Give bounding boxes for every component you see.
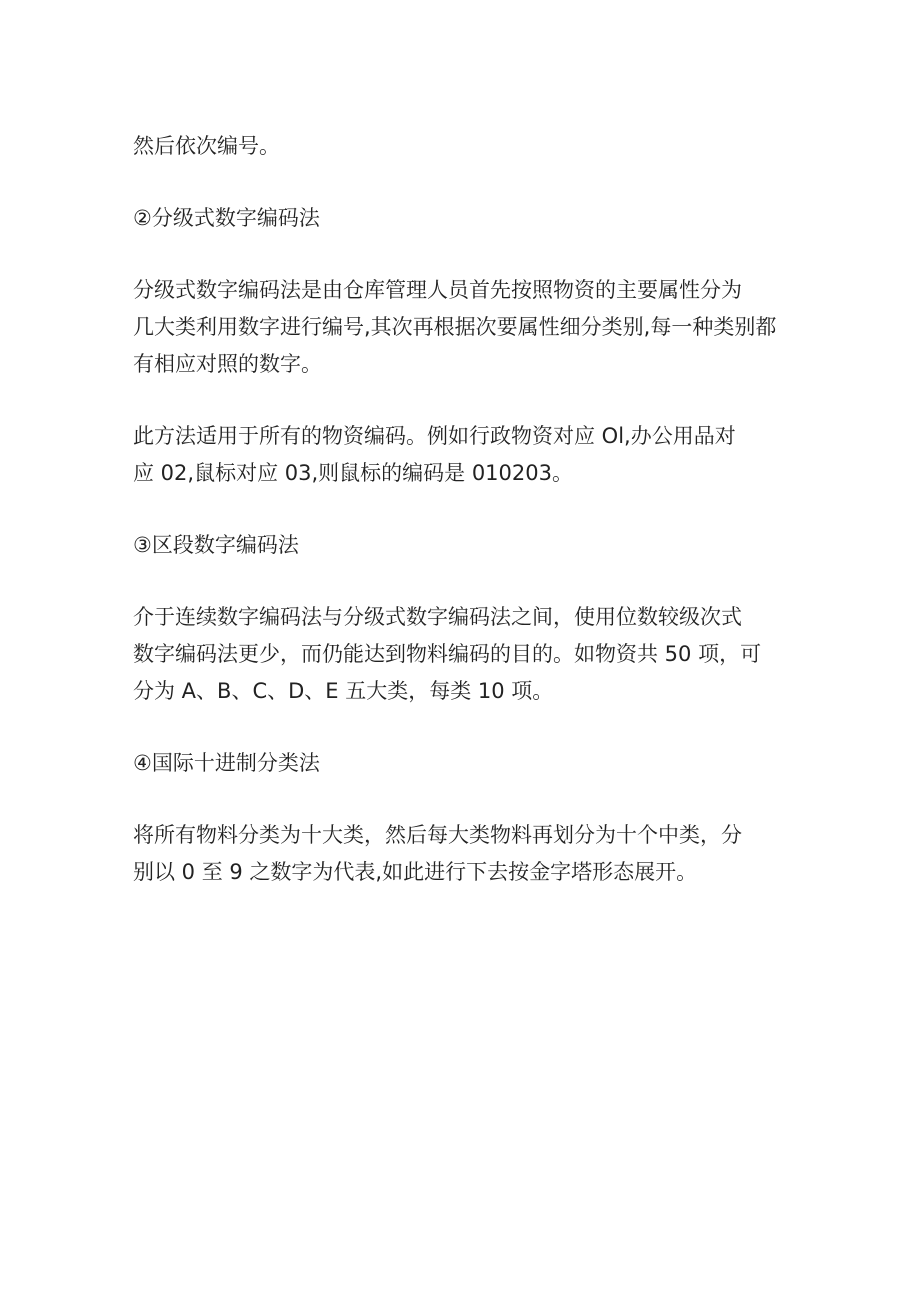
document-body bbox=[133, 128, 797, 926]
paragraph-segment-description bbox=[133, 599, 797, 710]
text-line: 分级式数字编码法是由仓库管理人员首先按照物资的主要属性分为 bbox=[133, 278, 742, 302]
text-line: 介于连续数字编码法与分级式数字编码法之间，使用位数较级次式 bbox=[133, 605, 742, 629]
text-line: 将所有物料分类为十大类，然后每大类物料再划分为十个中类，分 bbox=[133, 823, 742, 847]
text-line: ③区段数字编码法 bbox=[133, 533, 299, 557]
text-line: 分为 A、B、C、D、E 五大类，每类 10 项。 bbox=[133, 679, 554, 703]
heading-hierarchical-numeric-coding bbox=[133, 200, 797, 237]
paragraph-continuation bbox=[133, 128, 797, 165]
paragraph-hierarchical-description bbox=[133, 272, 797, 383]
paragraph-hierarchical-example bbox=[133, 418, 797, 492]
text-line: ④国际十进制分类法 bbox=[133, 751, 320, 775]
heading-segment-numeric-coding bbox=[133, 527, 797, 564]
text-line: 几大类利用数字进行编号,其次再根据次要属性细分类别,每一种类别都 bbox=[133, 315, 777, 339]
text-line: 然后依次编号。 bbox=[133, 134, 280, 158]
text-line: 有相应对照的数字。 bbox=[133, 352, 322, 376]
heading-decimal-classification bbox=[133, 745, 797, 782]
text-line: ②分级式数字编码法 bbox=[133, 206, 320, 230]
text-line: 数字编码法更少，而仍能达到物料编码的目的。如物资共 50 项，可 bbox=[133, 642, 762, 666]
text-line: 此方法适用于所有的物资编码。例如行政物资对应 Ol,办公用品对 bbox=[133, 424, 736, 448]
text-line: 别以 0 至 9 之数字为代表,如此进行下去按金字塔形态展开。 bbox=[133, 860, 698, 884]
paragraph-decimal-description bbox=[133, 817, 797, 891]
text-line: 应 02,鼠标对应 03,则鼠标的编码是 010203。 bbox=[133, 461, 573, 485]
